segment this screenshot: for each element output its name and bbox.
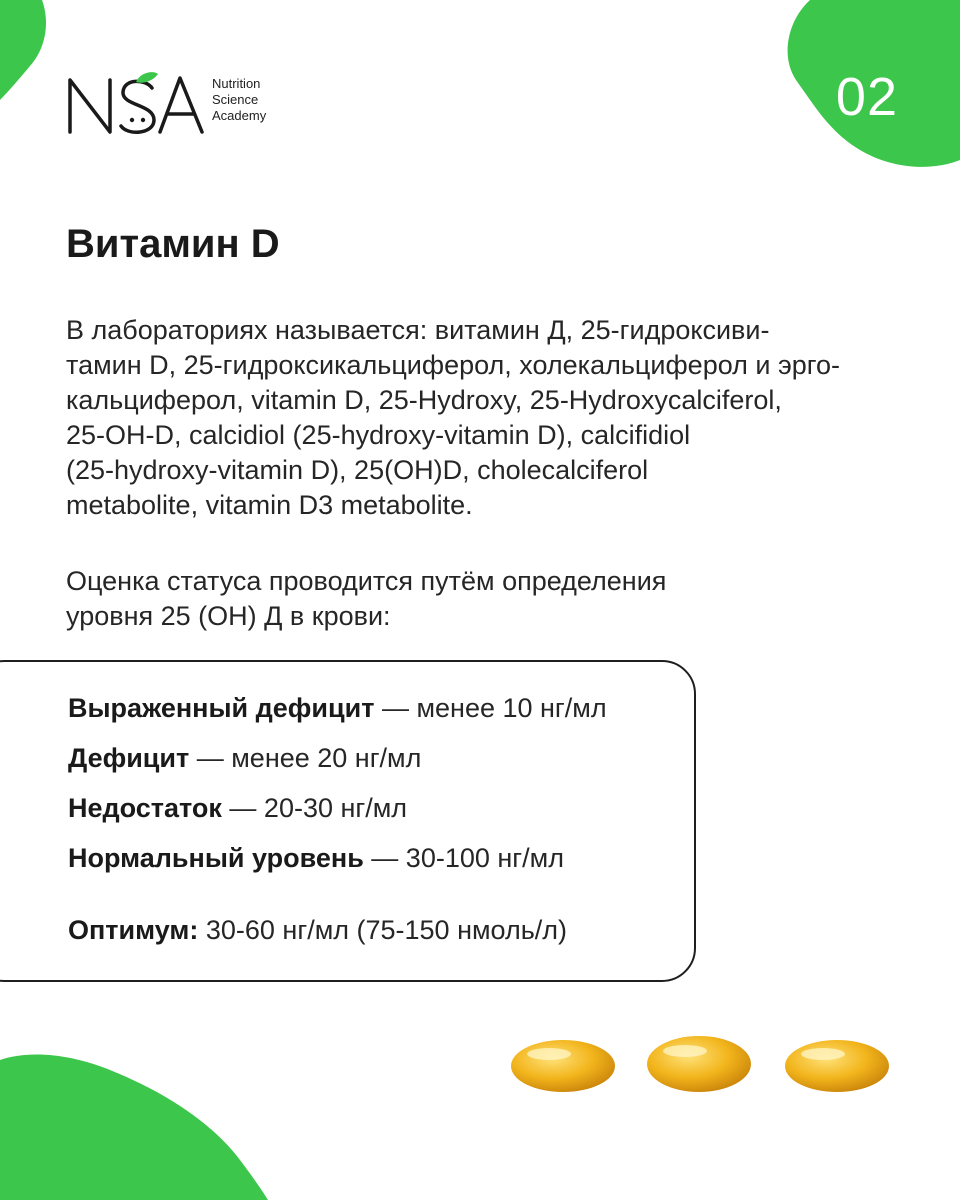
level-value: — 30-100 нг/мл [363, 843, 564, 873]
level-value: — менее 20 нг/мл [189, 743, 422, 773]
top-left-green-blob [0, 0, 60, 100]
lab-names-line: 25-OH-D, calcidiol (25-hydroxy-vitamin D), calcifidiol [66, 420, 691, 450]
nsa-logo-mark [66, 70, 206, 140]
level-label: Нормальный уровень [68, 843, 364, 873]
capsule-2 [647, 1036, 751, 1092]
level-label: Дефицит [68, 743, 190, 773]
level-value: — менее 10 нг/мл [374, 693, 607, 723]
level-value: — 20-30 нг/мл [221, 793, 408, 823]
status-line: Оценка статуса проводится путём определения [66, 566, 667, 596]
optimum-label: Оптимум: [68, 915, 199, 945]
page-title: Витамин D [66, 222, 280, 266]
optimum-row [68, 915, 567, 946]
level-label: Недостаток [68, 793, 222, 823]
level-row-insufficiency [68, 793, 407, 824]
lab-names-line: (25-hydroxy-vitamin D), 25(OH)D, cholecalciferol [66, 455, 649, 485]
lab-names-line: кальциферол, vitamin D, 25-Hydroxy, 25-Hydroxycalciferol, [66, 385, 782, 415]
capsule-3 [785, 1040, 889, 1092]
lab-names-paragraph [66, 313, 911, 523]
page-number: 02 [835, 67, 898, 127]
lab-names-line: metabolite, vitamin D3 metabolite. [66, 490, 473, 520]
brand-name [212, 76, 266, 124]
capsules-illustration [505, 1030, 925, 1100]
level-row-deficit [68, 743, 421, 774]
level-row-severe-deficit [68, 693, 607, 724]
status-line: уровня 25 (ОН) Д в крови: [66, 601, 391, 631]
capsule-1 [511, 1040, 615, 1092]
status-assessment-paragraph [66, 564, 826, 634]
optimum-value: 30-60 нг/мл (75-150 нмоль/л) [198, 915, 568, 945]
brand-logo [66, 70, 296, 140]
level-row-normal [68, 843, 564, 874]
lab-names-line: В лабораториях называется: витамин Д, 25-гидроксиви- [66, 315, 770, 345]
bottom-left-green-blob [0, 1040, 270, 1200]
brand-name-line-2: Science [212, 92, 259, 107]
brand-name-line-3: Academy [212, 108, 267, 123]
lab-names-line: тамин D, 25-гидроксикальциферол, холекальциферол и эрго- [66, 350, 841, 380]
brand-name-line-1: Nutrition [212, 76, 261, 91]
level-label: Выраженный дефицит [68, 693, 375, 723]
